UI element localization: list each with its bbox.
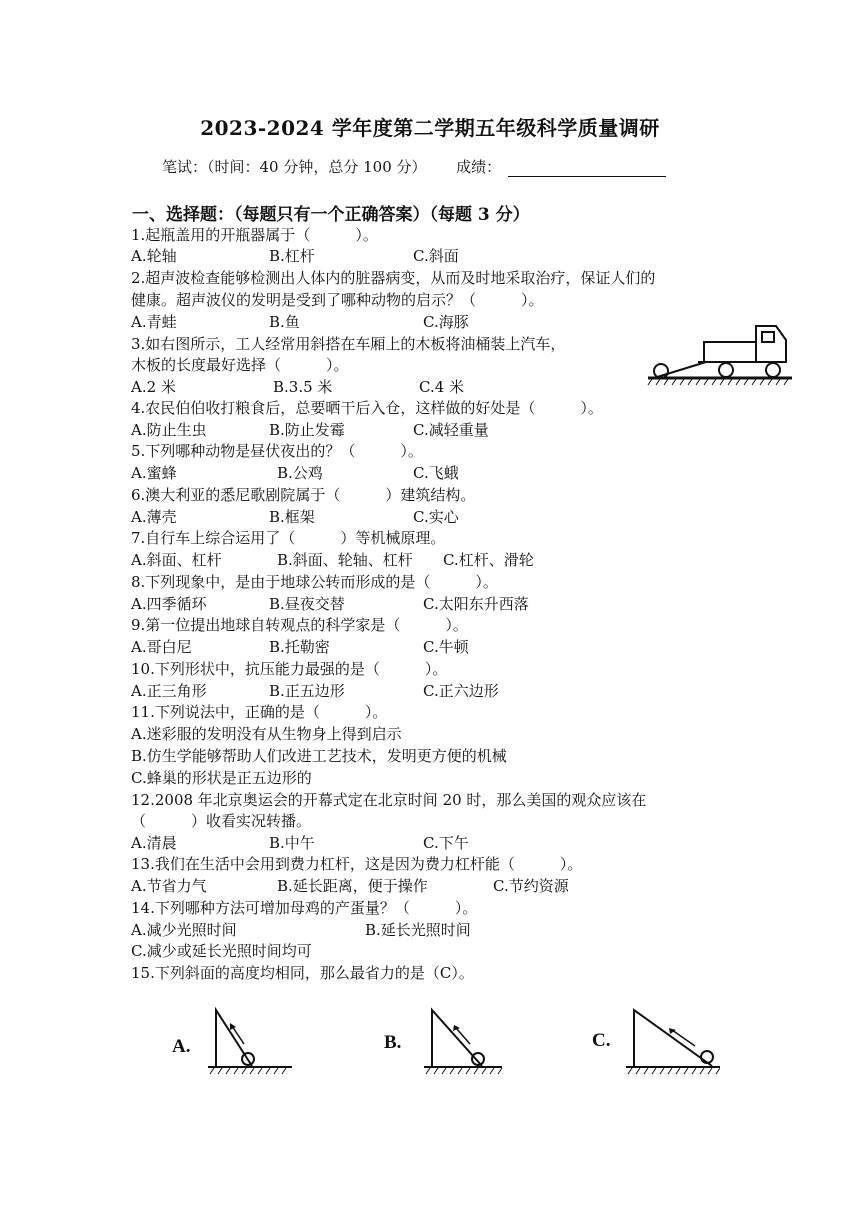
truck-window <box>762 332 774 342</box>
exam-info <box>162 156 666 177</box>
slope-a-triangle <box>216 1010 252 1066</box>
option-c[interactable]: C.斜面 <box>413 247 459 265</box>
slope-b-ball <box>472 1053 484 1065</box>
option-b[interactable]: B.延长距离，便于操作 <box>277 877 428 895</box>
truck-ramp-figure <box>646 320 796 386</box>
option-b[interactable]: B.杠杆 <box>269 247 315 265</box>
slope-b-arrow <box>456 1028 470 1044</box>
option-b[interactable]: B.防止发霉 <box>269 421 345 439</box>
slope-a-arrow <box>232 1026 244 1044</box>
option-a[interactable]: A.青蛙 <box>131 313 177 331</box>
truck-cargo-box <box>704 342 756 362</box>
question-14-option-c[interactable]: C.减少或延长光照时间均可 <box>131 942 312 960</box>
option-b[interactable]: B.延长光照时间 <box>365 921 471 939</box>
option-c[interactable]: C.太阳东升西落 <box>423 595 529 613</box>
truck-rear-wheel <box>719 363 733 377</box>
option-c[interactable]: C.4 米 <box>419 378 465 396</box>
ground-hatching <box>648 379 788 385</box>
slope-ground-hatching <box>210 1068 720 1074</box>
question-3-line-1: 3.如右图所示，工人经常用斜搭在车厢上的木板将油桶装上汽车， <box>131 335 566 353</box>
option-b[interactable]: B.鱼 <box>269 313 300 331</box>
question-12-line-2: （ ）收看实况转播。 <box>131 812 312 830</box>
option-b[interactable]: B.框架 <box>269 508 315 526</box>
question-7: 7.自行车上综合运用了（ ）等机械原理。 <box>131 529 446 547</box>
option-b[interactable]: B.托勒密 <box>269 638 330 656</box>
option-c[interactable]: C.正六边形 <box>423 682 499 700</box>
page-title: 2023-2024 学年度第二学期五年级科学质量调研 <box>200 116 660 140</box>
question-3-line-2: 木板的长度最好选择（ ）。 <box>131 356 349 374</box>
question-8: 8.下列现象中，是由于地球公转而形成的是（ ）。 <box>131 573 498 591</box>
question-10: 10.下列形状中，抗压能力最强的是（ ）。 <box>131 660 448 678</box>
option-a[interactable]: A.斜面、杠杆 <box>131 551 222 569</box>
option-c[interactable]: C.节约资源 <box>493 877 569 895</box>
question-13: 13.我们在生活中会用到费力杠杆，这是因为费力杠杆能（ ）。 <box>131 855 583 873</box>
question-11: 11.下列说法中，正确的是（ ）。 <box>131 703 388 721</box>
slope-b-triangle <box>432 1010 482 1066</box>
option-c[interactable]: C.牛顿 <box>423 638 469 656</box>
score-blank[interactable] <box>508 162 666 177</box>
option-c[interactable]: C.杠杆、滑轮 <box>443 551 534 569</box>
slope-label-b: B. <box>384 1032 402 1053</box>
option-a[interactable]: A.减少光照时间 <box>131 921 237 939</box>
slopes-figure <box>160 1000 720 1084</box>
question-4: 4.农民伯伯收打粮食后，总要晒干后入仓，这样做的好处是（ ）。 <box>131 399 603 417</box>
question-11-option-c[interactable]: C.蜂巢的形状是正五边形的 <box>131 769 312 787</box>
question-15: 15.下列斜面的高度均相同，那么最省力的是（C）。 <box>131 964 474 982</box>
question-2-line-2: 健康。超声波仪的发明是受到了哪种动物的启示？（ ）。 <box>131 291 544 309</box>
option-a[interactable]: A.蜜蜂 <box>131 464 177 482</box>
question-11-option-a[interactable]: A.迷彩服的发明没有从生物身上得到启示 <box>131 725 402 743</box>
option-a[interactable]: A.清晨 <box>131 834 177 852</box>
exam-time-info: 笔试：（时间：40 分钟，总分 100 分） <box>162 158 427 176</box>
option-c[interactable]: C.实心 <box>413 508 459 526</box>
question-2-line-1: 2.超声波检查能够检测出人体内的脏器病变，从而及时地采取治疗，保证人们的 <box>131 269 656 287</box>
section-heading: 一、选择题：（每题只有一个正确答案）（每题 3 分） <box>132 205 530 225</box>
option-a[interactable]: A.2 米 <box>131 378 176 396</box>
option-a[interactable]: A.正三角形 <box>131 682 207 700</box>
option-c[interactable]: C.海豚 <box>423 313 469 331</box>
question-14: 14.下列哪种方法可增加母鸡的产蛋量？（ ）。 <box>131 899 478 917</box>
slope-label-a: A. <box>172 1036 191 1057</box>
option-a[interactable]: A.防止生虫 <box>131 421 207 439</box>
score-label: 成绩： <box>456 158 502 176</box>
slope-label-c: C. <box>592 1030 611 1051</box>
option-b[interactable]: B.昼夜交替 <box>269 595 345 613</box>
option-c[interactable]: C.减轻重量 <box>413 421 489 439</box>
question-6: 6.澳大利亚的悉尼歌剧院属于（ ）建筑结构。 <box>131 486 476 504</box>
option-a[interactable]: A.节省力气 <box>131 877 207 895</box>
option-c[interactable]: C.飞蛾 <box>413 464 459 482</box>
question-12-line-1: 12.2008 年北京奥运会的开幕式定在北京时间 20 时，那么美国的观众应该在 <box>131 791 647 809</box>
option-b[interactable]: B.公鸡 <box>277 464 323 482</box>
option-a[interactable]: A.哥白尼 <box>131 638 192 656</box>
option-b[interactable]: B.中午 <box>269 834 315 852</box>
option-b[interactable]: B.斜面、轮轴、杠杆 <box>277 551 413 569</box>
option-b[interactable]: B.3.5 米 <box>273 378 333 396</box>
option-c[interactable]: C.下午 <box>423 834 469 852</box>
option-a[interactable]: A.轮轴 <box>131 247 177 265</box>
option-b[interactable]: B.正五边形 <box>269 682 345 700</box>
truck-front-wheel <box>766 363 780 377</box>
slope-c-arrow <box>672 1030 695 1046</box>
question-9: 9.第一位提出地球自转观点的科学家是（ ）。 <box>131 616 468 634</box>
option-a[interactable]: A.四季循环 <box>131 595 207 613</box>
option-a[interactable]: A.薄壳 <box>131 508 177 526</box>
question-1: 1.起瓶盖用的开瓶器属于（ ）。 <box>131 226 378 244</box>
question-11-option-b[interactable]: B.仿生学能够帮助人们改进工艺技术，发明更方便的机械 <box>131 747 507 765</box>
question-5: 5.下列哪种动物是昼伏夜出的？（ ）。 <box>131 442 423 460</box>
